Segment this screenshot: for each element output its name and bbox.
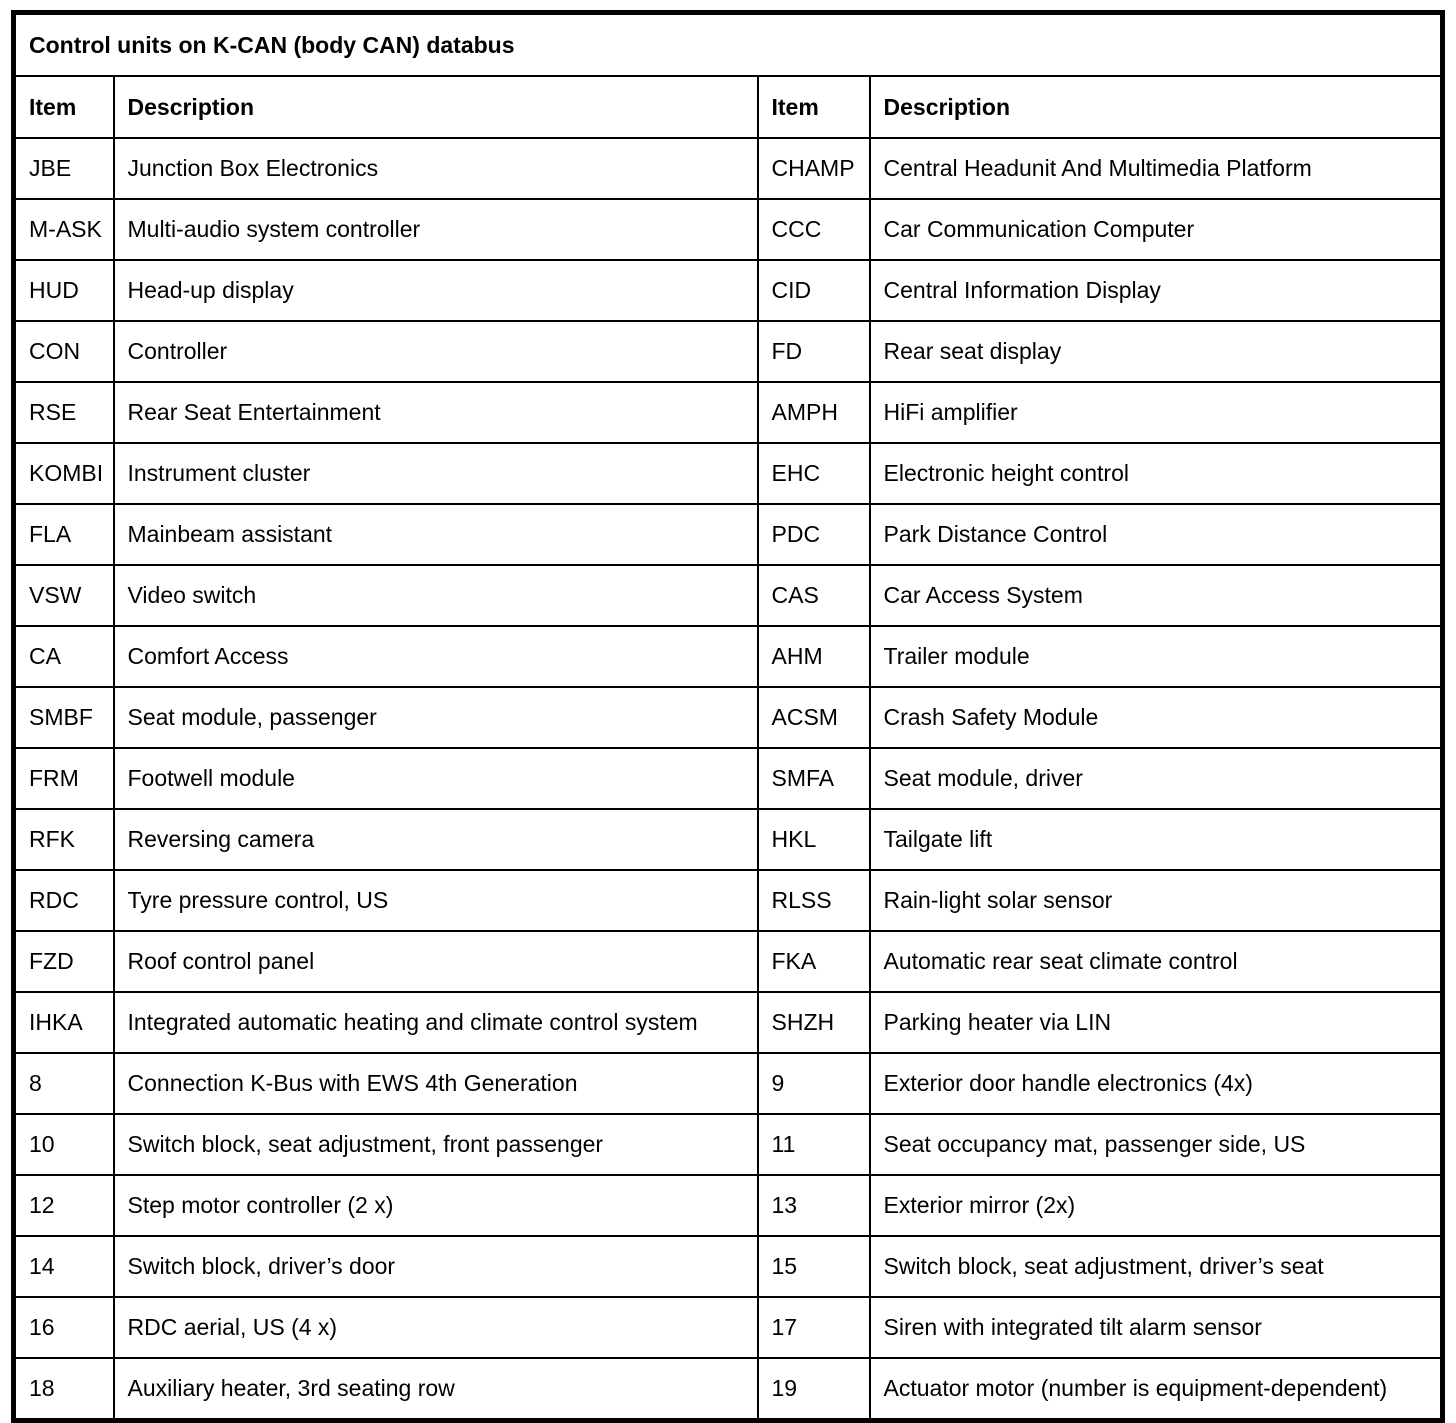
item-cell-left: 16	[14, 1297, 114, 1358]
table-row	[14, 1236, 1443, 1297]
item-cell-right: CHAMP	[758, 138, 870, 199]
item-cell-right: 19	[758, 1358, 870, 1421]
item-cell-right: FD	[758, 321, 870, 382]
description-cell-left: Connection K-Bus with EWS 4th Generation	[114, 1053, 758, 1114]
item-cell-right: CID	[758, 260, 870, 321]
item-cell-left: SMBF	[14, 687, 114, 748]
item-cell-left: FLA	[14, 504, 114, 565]
item-cell-right: 13	[758, 1175, 870, 1236]
item-cell-left: FZD	[14, 931, 114, 992]
table-row	[14, 321, 1443, 382]
description-cell-right: Car Access System	[870, 565, 1443, 626]
table-body	[14, 138, 1443, 1421]
description-cell-left: Roof control panel	[114, 931, 758, 992]
description-cell-left: Auxiliary heater, 3rd seating row	[114, 1358, 758, 1421]
item-cell-left: 18	[14, 1358, 114, 1421]
table-row	[14, 1114, 1443, 1175]
column-header-description-left: Description	[114, 76, 758, 138]
item-cell-left: RDC	[14, 870, 114, 931]
item-cell-left: IHKA	[14, 992, 114, 1053]
table-row	[14, 382, 1443, 443]
item-cell-left: FRM	[14, 748, 114, 809]
item-cell-right: EHC	[758, 443, 870, 504]
description-cell-left: Seat module, passenger	[114, 687, 758, 748]
item-cell-left: 12	[14, 1175, 114, 1236]
description-cell-right: Rear seat display	[870, 321, 1443, 382]
description-cell-right: Trailer module	[870, 626, 1443, 687]
description-cell-right: Crash Safety Module	[870, 687, 1443, 748]
description-cell-right: HiFi amplifier	[870, 382, 1443, 443]
table-row	[14, 260, 1443, 321]
description-cell-right: Park Distance Control	[870, 504, 1443, 565]
item-cell-left: CA	[14, 626, 114, 687]
item-cell-right: 15	[758, 1236, 870, 1297]
description-cell-left: Junction Box Electronics	[114, 138, 758, 199]
column-header-description-right: Description	[870, 76, 1443, 138]
description-cell-right: Automatic rear seat climate control	[870, 931, 1443, 992]
description-cell-left: Rear Seat Entertainment	[114, 382, 758, 443]
table-row	[14, 443, 1443, 504]
table-row	[14, 199, 1443, 260]
description-cell-right: Exterior mirror (2x)	[870, 1175, 1443, 1236]
table-row	[14, 626, 1443, 687]
table-row	[14, 504, 1443, 565]
table-row	[14, 809, 1443, 870]
item-cell-left: 10	[14, 1114, 114, 1175]
description-cell-right: Tailgate lift	[870, 809, 1443, 870]
table-row	[14, 992, 1443, 1053]
description-cell-right: Switch block, seat adjustment, driver’s seat	[870, 1236, 1443, 1297]
description-cell-right: Car Communication Computer	[870, 199, 1443, 260]
description-cell-right: Parking heater via LIN	[870, 992, 1443, 1053]
table-row	[14, 1297, 1443, 1358]
item-cell-left: RSE	[14, 382, 114, 443]
description-cell-left: Comfort Access	[114, 626, 758, 687]
description-cell-left: Footwell module	[114, 748, 758, 809]
table-row	[14, 870, 1443, 931]
table-row	[14, 1053, 1443, 1114]
item-cell-left: RFK	[14, 809, 114, 870]
description-cell-left: Integrated automatic heating and climate control system	[114, 992, 758, 1053]
description-cell-right: Actuator motor (number is equipment-dependent)	[870, 1358, 1443, 1421]
table-row	[14, 1358, 1443, 1421]
description-cell-left: Mainbeam assistant	[114, 504, 758, 565]
description-cell-left: Head-up display	[114, 260, 758, 321]
description-cell-left: Video switch	[114, 565, 758, 626]
item-cell-right: PDC	[758, 504, 870, 565]
item-cell-left: M-ASK	[14, 199, 114, 260]
description-cell-left: Switch block, driver’s door	[114, 1236, 758, 1297]
item-cell-right: 9	[758, 1053, 870, 1114]
kcan-control-units-table	[11, 10, 1445, 1423]
item-cell-right: 11	[758, 1114, 870, 1175]
item-cell-left: 8	[14, 1053, 114, 1114]
item-cell-right: AHM	[758, 626, 870, 687]
description-cell-left: Reversing camera	[114, 809, 758, 870]
description-cell-left: Step motor controller (2 x)	[114, 1175, 758, 1236]
table-row	[14, 931, 1443, 992]
description-cell-right: Exterior door handle electronics (4x)	[870, 1053, 1443, 1114]
column-header-item-left: Item	[14, 76, 114, 138]
item-cell-right: SMFA	[758, 748, 870, 809]
table-row	[14, 748, 1443, 809]
item-cell-right: CCC	[758, 199, 870, 260]
item-cell-right: ACSM	[758, 687, 870, 748]
item-cell-right: RLSS	[758, 870, 870, 931]
item-cell-right: CAS	[758, 565, 870, 626]
description-cell-right: Seat occupancy mat, passenger side, US	[870, 1114, 1443, 1175]
item-cell-right: FKA	[758, 931, 870, 992]
table-row	[14, 565, 1443, 626]
table-row	[14, 138, 1443, 199]
item-cell-left: 14	[14, 1236, 114, 1297]
item-cell-right: AMPH	[758, 382, 870, 443]
table-row	[14, 687, 1443, 748]
description-cell-right: Siren with integrated tilt alarm sensor	[870, 1297, 1443, 1358]
table-row	[14, 1175, 1443, 1236]
item-cell-left: CON	[14, 321, 114, 382]
item-cell-left: HUD	[14, 260, 114, 321]
item-cell-right: HKL	[758, 809, 870, 870]
table-title: Control units on K-CAN (body CAN) databus	[14, 13, 1443, 77]
description-cell-left: RDC aerial, US (4 x)	[114, 1297, 758, 1358]
item-cell-left: JBE	[14, 138, 114, 199]
description-cell-right: Central Headunit And Multimedia Platform	[870, 138, 1443, 199]
item-cell-left: VSW	[14, 565, 114, 626]
item-cell-right: SHZH	[758, 992, 870, 1053]
item-cell-left: KOMBI	[14, 443, 114, 504]
table-title-row	[14, 13, 1443, 77]
description-cell-left: Controller	[114, 321, 758, 382]
description-cell-right: Electronic height control	[870, 443, 1443, 504]
description-cell-right: Central Information Display	[870, 260, 1443, 321]
description-cell-left: Switch block, seat adjustment, front passenger	[114, 1114, 758, 1175]
description-cell-right: Rain-light solar sensor	[870, 870, 1443, 931]
description-cell-left: Multi-audio system controller	[114, 199, 758, 260]
table-header-row	[14, 76, 1443, 138]
item-cell-right: 17	[758, 1297, 870, 1358]
column-header-item-right: Item	[758, 76, 870, 138]
description-cell-left: Instrument cluster	[114, 443, 758, 504]
description-cell-right: Seat module, driver	[870, 748, 1443, 809]
description-cell-left: Tyre pressure control, US	[114, 870, 758, 931]
